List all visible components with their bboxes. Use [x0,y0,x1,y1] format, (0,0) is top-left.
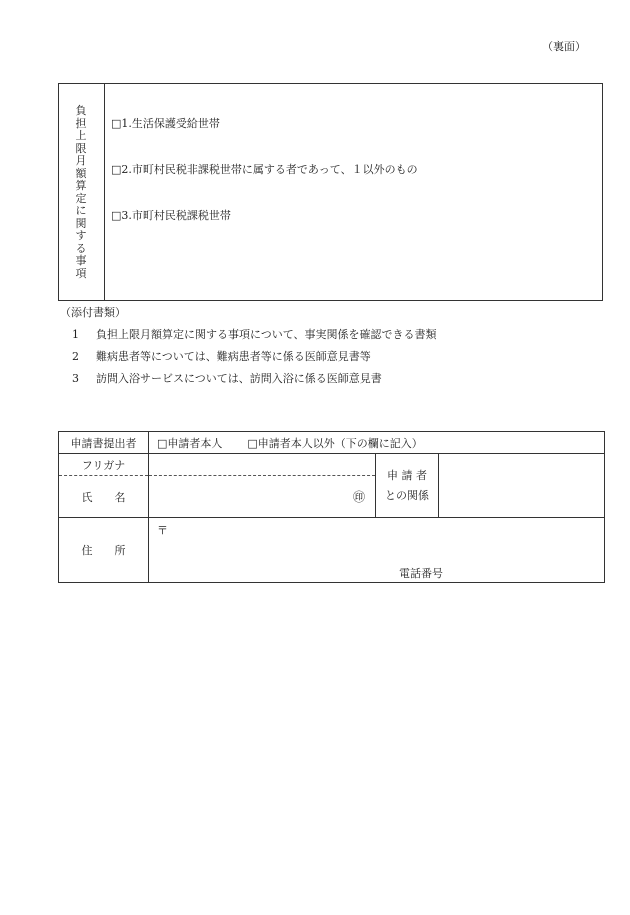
attachment-item-2 [72,348,371,364]
burden-option-3-text: 3.市町村民税課税世帯 [121,209,231,222]
checkbox-1[interactable]: □ [111,117,122,130]
relation-field[interactable] [439,454,605,518]
name-field[interactable] [149,476,376,518]
checkbox-2[interactable]: □ [111,163,122,176]
burden-option-2-text: 2.市町村民税非課税世帯に属する者であって、１以外のもの [121,163,418,176]
submitter-choices[interactable] [149,432,605,454]
attachment-item-3 [72,370,382,386]
page-side-label: （裏面） [542,40,586,53]
relation-label-line1: 申 請 者 [387,468,427,482]
attachment-text: 負担上限月額算定に関する事項について、事実関係を確認できる書類 [96,328,437,341]
checkbox-3[interactable]: □ [111,209,122,222]
postal-mark: 〒 [157,524,168,537]
burden-box-divider [104,83,105,301]
attachments-heading: （添付書類） [60,306,126,319]
attachment-num: 2 [72,350,79,363]
burden-side-label [72,105,90,280]
burden-option-3[interactable] [111,207,231,223]
relation-label-line2: との関係 [385,488,429,502]
furigana-field[interactable] [149,454,376,476]
burden-option-1-text: 1.生活保護受給世帯 [121,117,220,130]
seal-mark: ㊞ [352,490,365,504]
attachment-item-1 [72,326,437,342]
burden-option-1[interactable] [111,115,220,131]
address-field[interactable] [149,518,605,583]
address-label: 住 所 [59,518,149,583]
attachment-text: 難病患者等については、難病患者等に係る医師意見書等 [96,350,371,363]
attachment-num: 1 [72,328,79,341]
furigana-label: フリガナ [59,454,149,476]
burden-option-2[interactable] [111,161,418,177]
burden-side-label-text: 負担上限月額算定に関する事項 [75,104,87,280]
attachment-num: 3 [72,372,79,385]
choice-other-checkbox[interactable]: □申請者本人以外（下の欄に記入） [247,436,423,450]
submitter-label: 申請書提出者 [59,432,149,454]
attachment-text: 訪問入浴サービスについては、訪問入浴に係る医師意見書 [96,372,382,385]
applicant-table [58,431,605,583]
name-label: 氏 名 [59,476,149,518]
phone-label: 電話番号 [399,567,443,580]
relation-label [376,454,439,518]
choice-self-checkbox[interactable]: □申請者本人 [157,436,223,450]
